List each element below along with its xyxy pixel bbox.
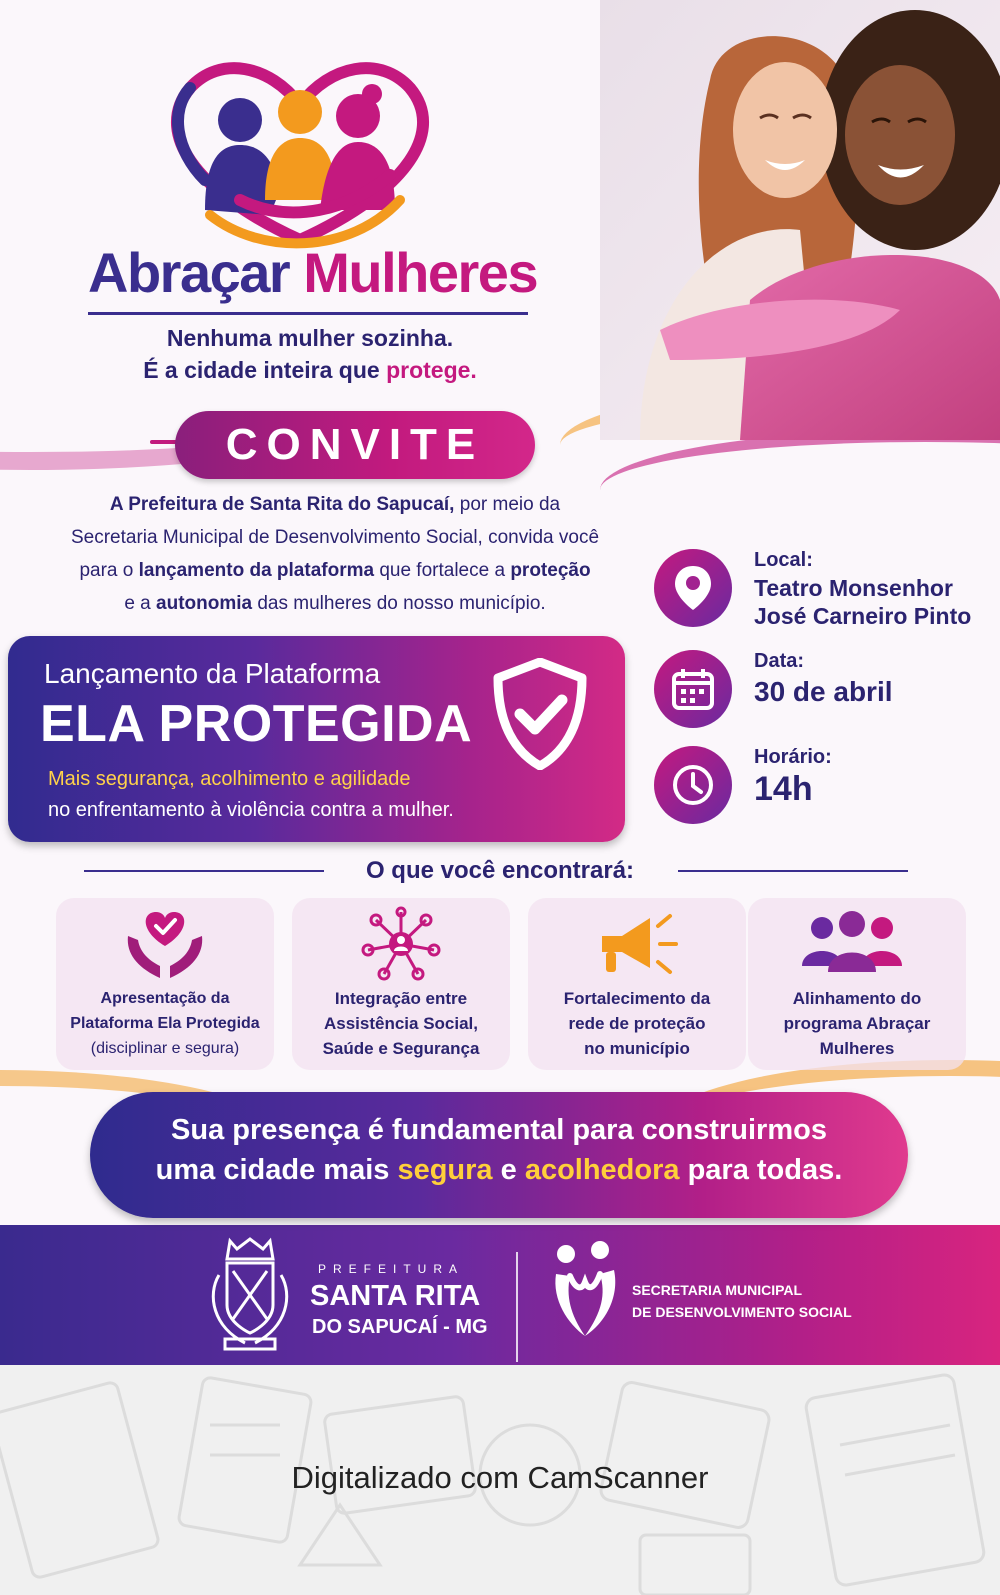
feature-4-line1: Alinhamento do	[792, 989, 922, 1008]
invite-text-6: que fortalece a	[374, 560, 511, 581]
feature-text-fortalecimento	[534, 986, 740, 1061]
invite-bold-protecao: proteção	[510, 560, 591, 581]
presence-line2-c: e	[492, 1154, 525, 1186]
secretaria-line2: DE DESENVOLVIMENTO SOCIAL	[632, 1304, 852, 1320]
presence-message	[90, 1110, 908, 1190]
tagline-line2	[90, 354, 530, 386]
megaphone-icon	[592, 906, 682, 984]
secretaria-heart-logo-icon	[548, 1240, 622, 1340]
presence-highlight-segura: segura	[397, 1154, 493, 1186]
section-divider-left	[84, 870, 324, 872]
feature-1-line3: (disciplinar e segura)	[90, 1040, 240, 1057]
group-people-icon	[792, 906, 912, 984]
local-value-1: Teatro Monsenhor	[754, 575, 953, 601]
presence-line2-e: para todas.	[679, 1154, 843, 1186]
feature-2-line2: Assistência Social,	[323, 1014, 479, 1033]
secretaria-line1: SECRETARIA MUNICIPAL	[632, 1282, 803, 1298]
local-value-2: José Carneiro Pinto	[754, 603, 972, 629]
tagline-line1: Nenhuma mulher sozinha.	[166, 325, 454, 351]
invite-line-2: Secretaria Municipal de Desenvolvimento Social, convida você	[70, 527, 600, 548]
feature-3-line2: rede de proteção	[568, 1014, 706, 1033]
invite-bold-prefeitura: A Prefeitura de Santa Rita do Sapucaí,	[109, 494, 455, 515]
invite-text-2: por meio da	[454, 494, 561, 515]
feature-4-line3: Mulheres	[819, 1039, 895, 1058]
feature-1-line2: Plataforma Ela Protegida	[70, 1015, 260, 1032]
data-value: 30 de abril	[754, 676, 893, 707]
horario-value: 14h	[754, 770, 813, 808]
horario-label: Horário:	[754, 746, 832, 768]
feature-4-line2: programa Abraçar	[783, 1014, 931, 1033]
feature-card-integracao	[292, 898, 510, 1070]
invite-line-1	[40, 488, 630, 521]
section-title-encontrara: O que você encontrará:	[365, 857, 635, 884]
feature-1-line1: Apresentação da	[100, 990, 230, 1007]
invite-text-10: das mulheres do nosso município.	[252, 593, 546, 614]
feature-3-line3: no município	[584, 1039, 690, 1058]
feature-3-line1: Fortalecimento da	[563, 989, 711, 1008]
abracar-mulheres-logo	[150, 50, 450, 265]
feature-card-apresentacao	[56, 898, 274, 1070]
city-crest-icon	[205, 1235, 295, 1355]
clock-icon	[654, 746, 732, 824]
feature-card-alinhamento	[748, 898, 966, 1070]
invitation-text	[40, 488, 630, 620]
convite-heading: CONVITE	[175, 411, 535, 479]
brand-title-word1: Abraçar	[88, 241, 290, 304]
prefeitura-label: PREFEITURA	[318, 1262, 465, 1276]
invite-bold-lancamento: lançamento da plataforma	[138, 560, 375, 581]
invite-line-3	[40, 554, 630, 587]
feature-text-integracao	[298, 986, 504, 1061]
calendar-icon	[654, 650, 732, 728]
location-pin-icon	[654, 549, 732, 627]
heart-hands-icon	[120, 906, 210, 984]
feature-text-alinhamento	[754, 986, 960, 1061]
presence-line2-a: uma cidade mais	[155, 1154, 398, 1186]
invite-text-4: para o	[79, 560, 139, 581]
prefeitura-state: DO SAPUCAÍ - MG	[312, 1316, 488, 1338]
presence-line2	[90, 1150, 908, 1190]
invite-line-4	[40, 587, 630, 620]
tagline-line2-highlight: protege.	[386, 357, 477, 383]
presence-highlight-acolhedora: acolhedora	[524, 1154, 680, 1186]
feature-2-line1: Integração entre	[334, 989, 468, 1008]
shield-check-icon	[490, 658, 590, 770]
brand-title	[88, 240, 558, 305]
platform-purpose: no enfrentamento à violência contra a mulher.	[48, 799, 454, 821]
platform-name: ELA PROTEGIDA	[40, 695, 473, 753]
brand-underline	[88, 312, 528, 315]
platform-benefits: Mais segurança, acolhimento e agilidade	[48, 768, 411, 790]
section-divider-right	[678, 870, 908, 872]
footer-band	[0, 1225, 1000, 1365]
presence-banner	[90, 1092, 908, 1218]
presence-line1: Sua presença é fundamental para construirmos	[171, 1114, 827, 1146]
prefeitura-city: SANTA RITA	[310, 1280, 481, 1312]
invite-bold-autonomia: autonomia	[156, 593, 253, 614]
footer-divider	[516, 1252, 518, 1362]
brand-title-word2: Mulheres	[303, 241, 538, 304]
camscanner-label: Digitalizado com CamScanner	[291, 1460, 709, 1495]
tagline-line2-start: É a cidade inteira que	[143, 357, 380, 383]
data-label: Data:	[754, 650, 805, 672]
feature-card-fortalecimento	[528, 898, 746, 1070]
feature-text-apresentacao	[62, 986, 268, 1061]
local-label: Local:	[754, 549, 813, 571]
decor-swoosh-top-orange	[0, 0, 700, 50]
platform-card	[8, 636, 625, 842]
hugging-women-photo	[600, 0, 1000, 440]
platform-subtitle: Lançamento da Plataforma	[44, 658, 381, 689]
network-icon	[356, 906, 446, 984]
brand-tagline	[90, 322, 530, 386]
invite-text-8: e a	[124, 593, 157, 614]
feature-2-line3: Saúde e Segurança	[322, 1039, 480, 1058]
